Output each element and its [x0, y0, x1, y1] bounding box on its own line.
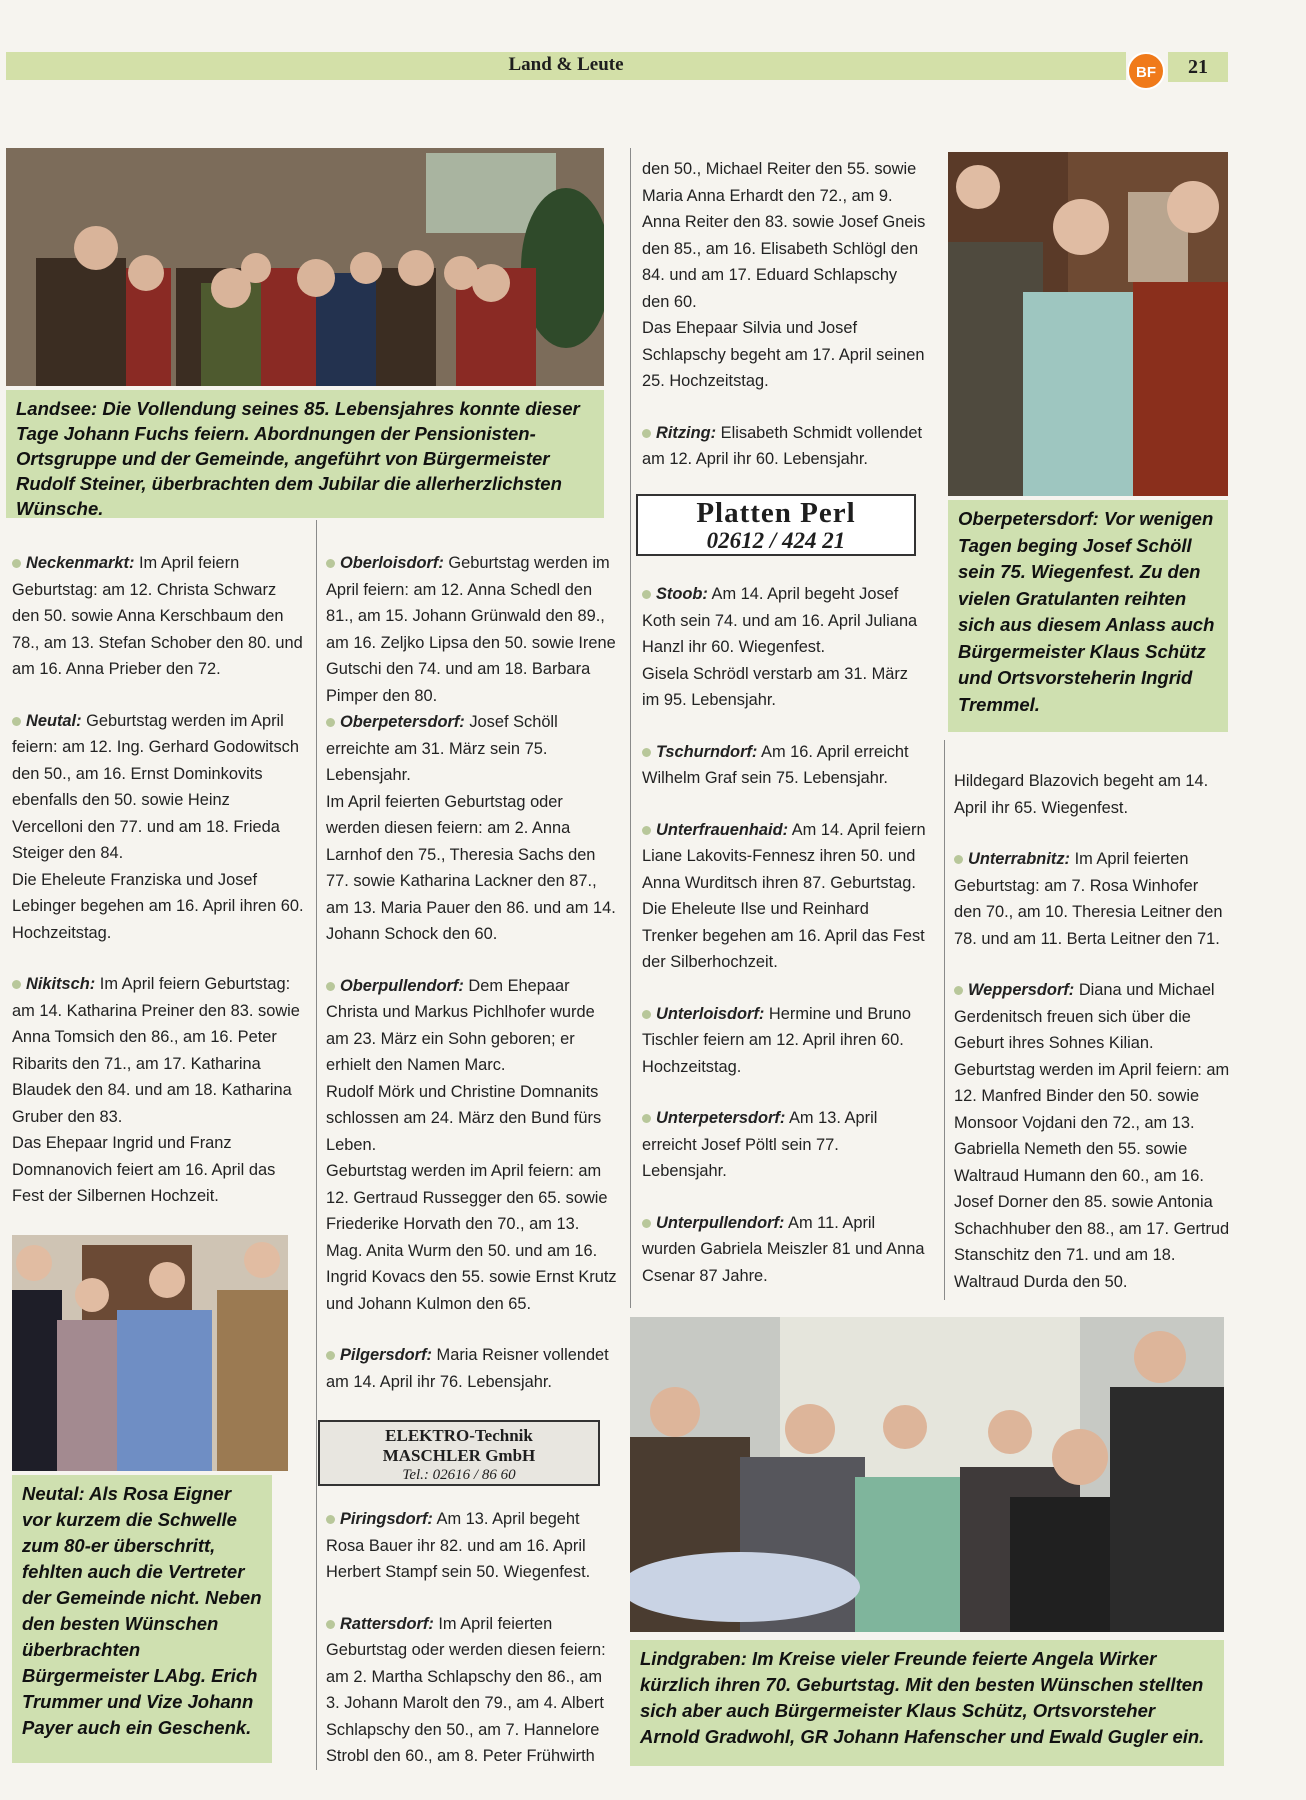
bullet-icon — [12, 980, 21, 989]
entry-unterpullendorf: Unterpullendorf: Am 11. April wurden Gabriela Meiszler 81 und Anna Csenar 87 Jahre. — [642, 1213, 925, 1285]
entry-oberpetersdorf-extra: Im April feierten Geburtstag oder werden diesen feiern: am 2. Anna Larnhof den 75., Theresia Sachs den 77. sowie Katharina Lackner den 87., am 13. Maria Pauer den 86. und am 14. Johann Schock den 60. — [326, 792, 616, 943]
entry-neutal-extra: Die Eheleute Franziska und Josef Lebinger begehen am 16. April ihren 60. Hochzeitstag. — [12, 870, 304, 942]
entry-stoob: Stoob: Am 14. April begeht Josef Koth sein 74. und am 16. April Juliana Hanzl ihr 60. Wiegenfest. — [642, 585, 918, 656]
entry-piringsdorf: Piringsdorf: Am 13. April begeht Rosa Bauer ihr 82. und am 16. April Herbert Stampf sein 50. Wiegenfest. — [326, 1510, 591, 1581]
page-number: 21 — [1168, 52, 1228, 82]
caption-landsee: Landsee: Die Vollendung seines 85. Lebensjahres konnte dieser Tage Johann Fuchs feiern. Abordnungen der Pensionisten-Ortsgruppe und der Gemeinde, angeführt von Bürgermeister Rudolf Steiner, überbrachten dem Jubilar die allerherzlichsten Wünsche. — [6, 390, 604, 518]
bullet-icon — [642, 748, 651, 757]
bullet-icon — [642, 1114, 651, 1123]
bullet-icon — [12, 559, 21, 568]
ad-platten-phone: 02612 / 424 21 — [706, 528, 846, 553]
column-rule-2 — [630, 148, 631, 1308]
entry-weppersdorf: Weppersdorf: Diana und Michael Gerdenitsch freuen sich über die Geburt ihres Sohnes Kilian. — [954, 981, 1215, 1052]
entry-oberpetersdorf: Oberpetersdorf: Josef Schöll erreichte am 31. März sein 75. Lebensjahr. — [326, 713, 558, 784]
entry-unterrabnitz: Unterrabnitz: Im April feierten Geburtstag: am 7. Rosa Winhofer den 70., am 10. Theresia Leitner den 78. und am 11. Berta Leitner den 71. — [954, 850, 1223, 948]
caption-lindgraben: Lindgraben: Im Kreise vieler Freunde feierte Angela Wirker kürzlich ihren 70. Geburtstag. Mit den besten Wünschen stellten sich aber auch Bürgermeister Klaus Schütz, Ortsvorsteher Arnold Gradwohl, GR Johann Hafenscher und Ewald Gugler ein. — [630, 1640, 1224, 1766]
bullet-icon — [12, 717, 21, 726]
entry-oberpullendorf-extra2: Geburtstag werden im April feiern: am 12. Gertraud Russegger den 65. sowie Friederike Horvath den 70., am 13. Mag. Anita Wurm den 50. und am 16. Ingrid Kovacs den 55. sowie Ernst Krutz und Johann Kulmon den 65. — [326, 1162, 617, 1313]
entry-oberloisdorf: Oberloisdorf: Geburtstag werden im April feiern: am 12. Anna Schedl den 81., am 15. Johann Grünwald den 89., am 16. Zeljko Lipsa den 50. sowie Irene Gutschi den 74. und am 18. Barbara Pimper den 80. — [326, 554, 616, 705]
ad-elektro-maschler — [318, 1420, 600, 1486]
photo-landsee-group — [6, 148, 604, 386]
entry-neutal: Neutal: Geburtstag werden im April feiern: am 12. Ing. Gerhard Godowitsch den 50., am 16. Ernst Dominkovits ebenfalls den 50. sowie Heinz Vercelloni den 77. und am 18. Frieda Steiger den 84. — [12, 711, 299, 862]
section-title: Land & Leute — [508, 54, 624, 75]
entry-neckenmarkt: Neckenmarkt: Im April feiern Geburtstag: am 12. Christa Schwarz den 50. sowie Anna Kerschbaum den 78., am 13. Stefan Schober den 80. und am 16. Anna Prieber den 72. — [12, 554, 303, 678]
bullet-icon — [326, 718, 335, 727]
ad-elektro-line1: ELEKTRO-Technik — [385, 1426, 533, 1445]
ad-elektro-phone: Tel.: 02616 / 86 60 — [402, 1467, 516, 1483]
bullet-icon — [954, 986, 963, 995]
column-2-lower — [326, 1506, 618, 1770]
entry-pilgersdorf: Pilgersdorf: Maria Reisner vollendet am 14. April ihr 76. Lebensjahr. — [326, 1346, 609, 1391]
bullet-icon — [642, 590, 651, 599]
logo-text: BF — [1136, 64, 1156, 81]
photo-lindgraben — [630, 1317, 1224, 1632]
column-3-upper — [642, 156, 926, 498]
bullet-icon — [326, 559, 335, 568]
column-rule-3 — [944, 740, 945, 1300]
entry-rattersdorf: Rattersdorf: Im April feierten Geburtstag oder werden diesen feiern: am 2. Martha Schlapschy den 86., am 3. Johann Marolt den 79., am 4. Albert Schlapschy den 50., am 7. Hannelore Strobl den 60., am 8. Peter Frühwirth — [326, 1614, 606, 1765]
entry-unterfrauenhaid-extra: Die Eheleute Ilse und Reinhard Trenker begehen am 16. April das Fest der Silberhochzeit. — [642, 900, 925, 971]
header-bar — [6, 52, 1126, 80]
bullet-icon — [326, 1351, 335, 1360]
bullet-icon — [326, 1515, 335, 1524]
bullet-icon — [642, 826, 651, 835]
bullet-icon — [642, 1219, 651, 1228]
entry-stoob-extra: Gisela Schrödl verstarb am 31. März im 95. Lebensjahr. — [642, 664, 908, 709]
bullet-icon — [642, 1010, 651, 1019]
column-4 — [954, 768, 1230, 1295]
ad-platten-perl — [636, 494, 916, 556]
entry-tschurndorf: Tschurndorf: Am 16. April erreicht Wilhelm Graf sein 75. Lebensjahr. — [642, 742, 909, 787]
column-1 — [12, 550, 304, 1235]
entry-unterfrauenhaid: Unterfrauenhaid: Am 14. April feiern Liane Lakovits-Fennesz ihren 50. und Anna Wurditsch ihren 87. Geburtstag. — [642, 820, 926, 892]
bf-logo-icon — [1126, 51, 1166, 91]
entry-rattersdorf-continued: den 50., Michael Reiter den 55. sowie Maria Anna Erhardt den 72., am 9. Anna Reiter den 83. sowie Josef Gneis den 85., am 16. Elisabeth Schlögl den 84. und am 17. Eduard Schlapschy den 60. — [642, 160, 926, 311]
bullet-icon — [326, 982, 335, 991]
column-2 — [326, 550, 618, 1420]
ad-elektro-line2: MASCHLER GmbH — [382, 1446, 536, 1465]
column-rule-1 — [316, 520, 317, 1770]
bullet-icon — [326, 1620, 335, 1629]
bullet-icon — [642, 429, 651, 438]
entry-oberpullendorf: Oberpullendorf: Dem Ehepaar Christa und Markus Pichlhofer wurde am 23. März ein Sohn geboren; er erhielt den Namen Marc. — [326, 976, 595, 1074]
entry-nikitsch-extra: Das Ehepaar Ingrid und Franz Domnanovich feiert am 16. April das Fest der Silbernen Hochzeit. — [12, 1134, 276, 1205]
entry-weppersdorf-extra: Geburtstag werden im April feiern: am 12. Manfred Binder den 50. sowie Monsoor Vojdani den 72., am 13. Gabriella Nemeth den 55. sowie Waltraud Humann den 60., am 16. Josef Dorner den 85. sowie Antonia Schachhuber den 88., am 17. Gertrud Stanschitz den 71. und am 18. Waltraud Durda den 50. — [954, 1060, 1230, 1291]
entry-oberpullendorf-extra1: Rudolf Mörk und Christine Domnanits schlossen am 24. März den Bund fürs Leben. — [326, 1082, 602, 1154]
photo-neutal — [12, 1235, 288, 1471]
caption-oberpetersdorf: Oberpetersdorf: Vor wenigen Tagen beging Josef Schöll sein 75. Wiegenfest. Zu den vielen Gratulanten reihten sich aus diesem Anlass auch Bürgermeister Klaus Schütz und Ortsvorsteherin Ingrid Tremmel. — [948, 500, 1228, 732]
entry-unterpetersdorf: Unterpetersdorf: Am 13. April erreicht Josef Pöltl sein 77. Lebensjahr. — [642, 1109, 878, 1180]
column-3-lower — [642, 581, 926, 1314]
entry-unterloisdorf: Unterloisdorf: Hermine und Bruno Tischler feiern am 12. April ihren 60. Hochzeitstag. — [642, 1004, 912, 1076]
entry-ritzing: Ritzing: Elisabeth Schmidt vollendet am 12. April ihr 60. Lebensjahr. — [642, 423, 923, 468]
photo-oberpetersdorf — [948, 152, 1228, 496]
entry-rattersdorf-extra: Das Ehepaar Silvia und Josef Schlapschy begeht am 17. April seinen 25. Hochzeitstag. — [642, 319, 925, 390]
entry-nikitsch: Nikitsch: Im April feiern Geburtstag: am 14. Katharina Preiner den 83. sowie Anna Tomsich den 86., am 16. Peter Ribarits den 71., am 17. Katharina Blaudek den 84. und am 18. Katharina Gruber den 83. — [12, 975, 300, 1126]
entry-blazovich: Hildegard Blazovich begeht am 14. April ihr 65. Wiegenfest. — [954, 772, 1209, 817]
caption-neutal: Neutal: Als Rosa Eigner vor kurzem die Schwelle zum 80-er überschritt, fehlten auch die Vertreter der Gemeinde nicht. Neben den besten Wünschen überbrachten Bürgermeister LAbg. Erich Trummer und Vize Johann Payer auch ein Geschenk. — [12, 1475, 272, 1763]
bullet-icon — [954, 855, 963, 864]
ad-platten-line1: Platten Perl — [696, 497, 856, 529]
